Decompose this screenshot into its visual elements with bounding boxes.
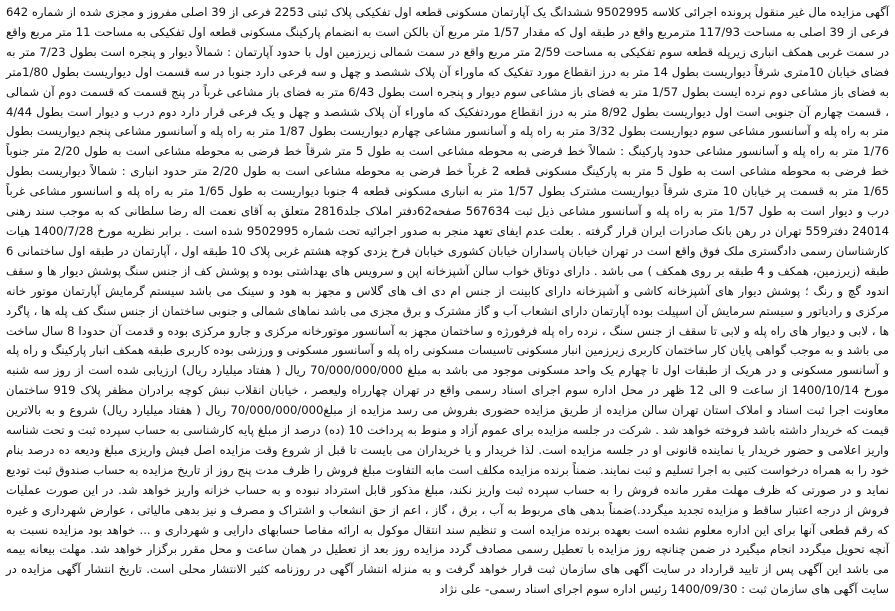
- auction-notice-text: آگهی مزایده مال غیر منقول پرونده اجرائی کلاسه 9502995 ششدانگ یک آپارتمان مسکونی قطعه اول تفکیکی پلاک ثبتی 2253 فرعی از 39 اصلی مفروز و مجزی شده از شماره 642 فرعی از 39 اصلی به مساحت 117/93 مترمربع واقع در طبقه اول که مقدار 1/57 متر مربع آن بالکن است به انضمام پارکینگ مسکونی قطعه اول تفکیکی به مساحت 11 متر مربع واقع در سمت غربی همکف انباری زیرپله قطعه سوم تفکیکی به مساحت 2/59 متر مربع واقع در سمت شمالی زیرزمین اول با حدود آپارتمان : شمالاً دیوار و پنجره است بطول 7/23 متر به فضای خیابان 10متری شرقاً دیواریست بطول 14 متر به درز انقطاع مورد تفکیک که ماوراء آن پلاک ششصد و چهل و سه فرعی دارد جنوبا در سه قسمت اول دیواریست بطول 1/80متر به فضای باز مشاعی دوم نرده ایست بطول 1/57 متر به فضای باز مشاعی سوم دیوار و پنجره است بطول 6/43 متر به فضای باز مشاعی غرباً در پنج قسمت که قسمت دوم آن شمالی ، قسمت چهارم آن جنوبی است اول دیواریست بطول 8/92 متر به درز انقطاع موردتفکیک که ماوراء آن پلاک ششصد و چهل و یک فرعی قرار دارد دوم درب و دیوار است بطول 4/44 متر به راه پله و آسانسور مشاعی سوم دیواریست بطول 3/32 متر به راه پله و آسانسور مشاعی چهارم دیواریست بطول 1/87 متر به راه پله و آسانسور مشاعی پنجم دیواریست بطول 1/76 متر به راه پله و آسانسور مشاعی حدود پارکینگ : شمالاً خط فرضی به محوطه مشاعی است به طول 5 متر شرقاً خط فرضی به محوطه مشاعی است به طول 2/20 متر جنوباً خط فرضی به محوطه مشاعی است به طول 5 متر به پارکینگ مسکونی قطعه 2 غرباً خط فرضی به محوطه مشاعی است به طول 2/20 متر حدود انباری : شمالاً دیواریست بطول 1/65 متر به قسمت پر خیابان 10 متری شرقاً دیواریست مشترک بطول 1/57 متر به انباری مسکونی قطعه 4 جنوبا دیواریست به طول 1/65 متر به راه پله و اسانسور مشاعی غرباً درب و دیوار است به طول 1/57 متر به راه پله و آسانسور مشاعی ذیل ثبت 567634 صفحه62دفتر املاک جلد2816 متعلق به آقای نعمت اله رضا سلطانی که به موجب سند رهنی 24014 دفتر559 تهران در رهن بانک صادرات ایران قرار گرفته . بعلت عدم ایفای تعهد منجر به صدور اجرائیه تحت شماره 9502995 شده است . برابر نظریه مورخ 1400/7/28 هیات کارشناسان رسمی دادگستری ملک فوق واقع است در تهران خیابان پاسداران خیابان کشوری خیابان فرخ یزدی کوچه هشتم غربی پلاک 10 طبقه اول ، آپارتمان در طبقه اول ساختمانی 6 طبقه (زیرزمین، همکف و 4 طبقه بر روی همکف ) می باشد . دارای دوتاق خواب سالن آشپزخانه اپن و سرویس های بهداشتی بوده و پوشش کف از جنس سنگ پوشش دیوار ها و سقف اندود گچ و رنگ ؛ پوشش دیوار های آشپزخانه کاشی و آشپزخانه دارای کابینت از جنس ام دی اف های گلاس و مجهز به هود و سینک می باشد سیستم گرمایش آپارتمان موتور خانه مرکزی و رادیاتور و سیستم سرمایش آن اسپیلت بوده آپارتمان دارای انشعاب آب و گاز مشترک و برق مجزی می باشد نماهای شمالی و جنوبی ساختمان از جنس سنگ کف پله ها ، پاگرد ها ، لابی و دیوار های راه پله و لابی تا سقف از جنس سنگ ، نرده راه پله فرفورژه و ساختمان مجهز به آسانسور موتورخانه مرکزی و جارو مرکزی بوده و قدمت آن حدودا 8 سال ساخت می باشد و به موجب گواهی پایان کار ساختمان کاربری زیرزمین انبار مسکونی تاسیسات مسکونی راه پله و آسانسور مسکونی و ورزشی بوده کاربری طبقه همکف انبار پارکینگ و راه پله و آسانسور مسکونی و در هریک از طبقات اول تا چهارم یک واحد مسکونی موجود می باشد به مبلغ 70/000/000/000 ریال ( هفتاد میلیارد ریال) ارزیابی شده است از روز سه شنبه مورخ 1400/10/14 از ساعت 9 الی 12 ظهر در محل اداره سوم اجرای اسناد رسمی واقع در تهران چهارراه ولیعصر ، خیابان انقلاب نبش کوچه برادران مظفر پلاک 919 ساختمان معاونت اجرا ثبت اسناد و املاک استان تهران سالن مزایده از طریق مزایده حضوری بفروش می رسد مزایده از مبلغ70/000/000/000 ریال ( هفتاد میلیارد ریال) شروع و به بالاترین قیمت که خریدار داشته باشد فروخته خواهد شد . شرکت در جلسه مزایده برای عموم آزاد و منوط به پرداخت 10 (ده) درصد از مبلغ پایه کارشناسی به حساب سپرده ثبت و تحت شناسه واریز اعلامی و حضور خریدار یا نماینده قانونی او در جلسه مزایده است. لذا خریدار و یا خریداران می بایست تا قبل از شروع وقت مزایده اصل فیش واریزی مبلغ ودیعه ده درصد بنام خود را به همراه درخواست کتبی به اجرا تسلیم و ثبت نمایند. ضمناً برنده مزایده مکلف است مابه التفاوت مبلغ فروش را ظرف مدت پنج روز از تاریخ مزایده به حساب صندوق ثبت تودیع نماید و در صورتی که ظرف مهلت مقرر مانده فروش را به حساب سپرده ثبت واریز نکند، مبلغ مذکور قابل استرداد نبوده و به حساب خزانه واریز خواهد شد. در این صورت عملیات فروش از درجه اعتبار ساقط و مزایده تجدید میگردد.)ضمناً بدهی های مربوط به آب ، برق ، گاز ، اعم از حق انشعاب و اشتراک و مصرف و نیز بدهی مالیاتی ، عوارض شهرداری و غیره که رقم قطعی آنها برای این اداره معلوم نشده است بعهده برنده مزایده است و تنظیم سند انتقال موکول به ارائه مفاصا حسابهای دارایی و شهرداری و ... خواهد بود مزایده نسبت به آنچه تحویل میگردد انجام میگیرد در ضمن چنانچه روز مزایده با تعطیل رسمی مصادف گردد مزایده روز بعد از تعطیل در همان ساعت و محل مقرر برگزار خواهد شد. مهلت بیعانه بیمه می باشد این آگهی پس از تایید قرارداد در سایت آگهی های سازمان ثبت قرار خواهد گرفت و به منزله انتشار آگهی در روزنامه کثیر الانتشار محلی است. تاریخ انتشار آگهی مزایده در سایت آگهی های سازمان ثبت : 1400/09/30 رئیس اداره سوم اجرای اسناد رسمی- علی نژاد: [6, 5, 890, 597]
